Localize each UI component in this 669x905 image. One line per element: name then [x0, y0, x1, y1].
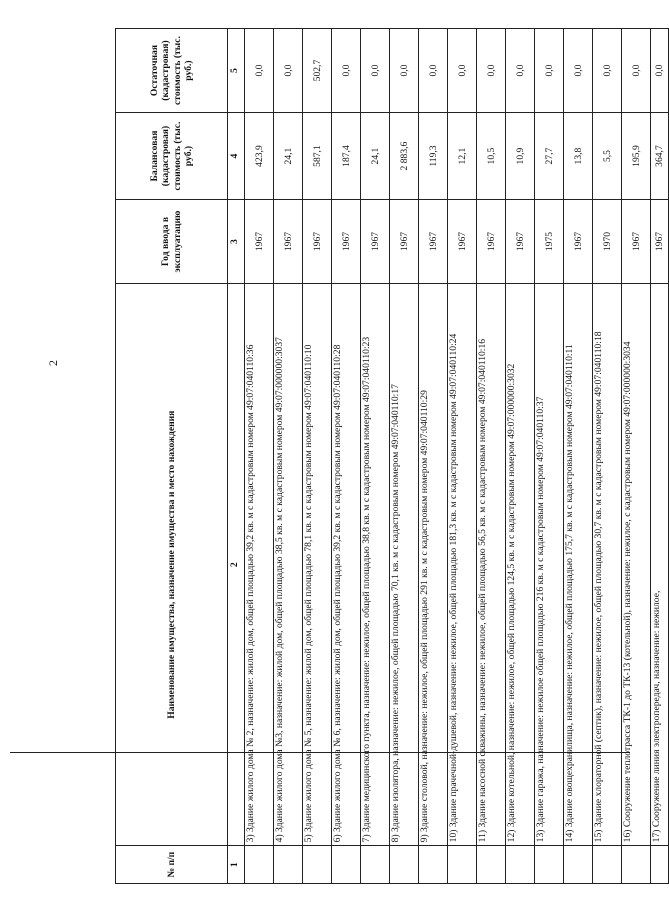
row-number-cell: [535, 846, 564, 884]
residual-value: 0,0: [390, 29, 419, 113]
row-number-cell: [506, 846, 535, 884]
balance-value: 13,8: [564, 113, 593, 200]
commission-year: 1967: [303, 200, 332, 284]
property-name: 8) Здание изолятора, назначение: нежилое, общей площадью 70,1 кв. м с кадастровым номером 49:07:040110:17: [390, 284, 419, 846]
column-index: 1: [228, 846, 245, 884]
residual-value: 0,0: [332, 29, 361, 113]
row-number-cell: [651, 846, 669, 884]
table-row: [622, 29, 651, 884]
row-number-cell: [564, 846, 593, 884]
balance-value: 2 883,6: [390, 113, 419, 200]
commission-year: 1967: [477, 200, 506, 284]
table-row: [477, 29, 506, 884]
property-name: 9) Здание столовой, назначение: нежилое, общей площадью 291 кв. м с кадастровым номером 49:07:040110:29: [419, 284, 448, 846]
residual-value: 0,0: [535, 29, 564, 113]
residual-value: 0,0: [622, 29, 651, 113]
residual-value: 0,0: [506, 29, 535, 113]
residual-value: 0,0: [593, 29, 622, 113]
table-row: [593, 29, 622, 884]
property-name: 5) Здание жилого дома № 5, назначение: жилой дом, общей площадью 78,1 кв. м с кадастровым номером 49:07:040110:10: [303, 284, 332, 846]
commission-year: 1967: [419, 200, 448, 284]
property-name: 16) Сооружение теплотрасса ТК-1 до ТК-13 (котельной), назначение: нежилое, с кадастровым номером 49:07:000000:3034: [622, 284, 651, 846]
column-index: 5: [228, 29, 245, 113]
residual-value: 502,7: [303, 29, 332, 113]
table-row: [361, 29, 390, 884]
balance-value: 423,9: [245, 113, 274, 200]
balance-value: 195,9: [622, 113, 651, 200]
commission-year: 1967: [564, 200, 593, 284]
table-row: [274, 29, 303, 884]
table-row: [651, 29, 669, 884]
row-number-cell: [361, 846, 390, 884]
header-residual: Остаточная (кадастровая) стоимость (тыс. руб.): [116, 29, 228, 113]
column-index-row: [228, 29, 245, 884]
table-row: [506, 29, 535, 884]
commission-year: 1967: [332, 200, 361, 284]
balance-value: 5,5: [593, 113, 622, 200]
residual-value: 0,0: [419, 29, 448, 113]
residual-value: 0,0: [651, 29, 669, 113]
residual-value: 0,0: [564, 29, 593, 113]
row-number-cell: [477, 846, 506, 884]
balance-value: 364,7: [651, 113, 669, 200]
table-row: [419, 29, 448, 884]
row-number-cell: [274, 846, 303, 884]
row-number-cell: [245, 846, 274, 884]
residual-value: 0,0: [448, 29, 477, 113]
balance-value: 119,3: [419, 113, 448, 200]
balance-value: 12,1: [448, 113, 477, 200]
column-index: 3: [228, 200, 245, 284]
property-name: 7) Здание медицинского пункта, назначение: нежилое, общей площадью 38,8 кв. м с кадастровым номером 49:07:040110:23: [361, 284, 390, 846]
table-row: [390, 29, 419, 884]
property-name: 3) Здание жилого дома № 2, назначение: жилой дом, общей площадью 39,2 кв. м с кадастровым номером 49:07:040110:36: [245, 284, 274, 846]
property-name: 14) Здание овощехранилища, назначение: нежилое, общей площадью 175,7 кв. м с кадастровым номером 49:07:040110:11: [564, 284, 593, 846]
header-name: Наименование имущества, назначение имущества и место нахождения: [116, 284, 228, 846]
residual-value: 0,0: [274, 29, 303, 113]
commission-year: 1967: [245, 200, 274, 284]
residual-value: 0,0: [361, 29, 390, 113]
row-number-cell: [448, 846, 477, 884]
balance-value: 10,5: [477, 113, 506, 200]
property-name: 11) Здание насосной скважины, назначение: нежилое, общей площадью 56,5 кв. м с кадастровым номером 49:07:040110:16: [477, 284, 506, 846]
property-name: 10) Здание прачечной-душевой, назначение: нежилое, общей площадью 181,3 кв. м с кадастровым номером 49:07:040110:24: [448, 284, 477, 846]
commission-year: 1967: [390, 200, 419, 284]
header-no: № п/п: [116, 846, 228, 884]
table-row: [332, 29, 361, 884]
commission-year: 1967: [448, 200, 477, 284]
balance-value: 24,1: [274, 113, 303, 200]
balance-value: 187,4: [332, 113, 361, 200]
row-number-cell: [390, 846, 419, 884]
commission-year: 1967: [651, 200, 669, 284]
balance-value: 24,1: [361, 113, 390, 200]
residual-value: 0,0: [477, 29, 506, 113]
commission-year: 1975: [535, 200, 564, 284]
table-row: [303, 29, 332, 884]
property-name: 13) Здание гаража, назначение: нежилое общей площадью 216 кв. м с кадастровым номером 49:07:040110:37: [535, 284, 564, 846]
balance-value: 10,9: [506, 113, 535, 200]
column-index: 2: [228, 284, 245, 846]
table-row: [245, 29, 274, 884]
property-name: 17) Сооружение линия электропередач, назначение: нежилое,: [651, 284, 669, 846]
header-balance: Балансовая (кадастровая) стоимость (тыс. руб.): [116, 113, 228, 200]
commission-year: 1967: [506, 200, 535, 284]
property-name: 12) Здание котельной, назначение: нежилое, общей площадью 124,5 кв. м с кадастровым номером 49:07:000000:3032: [506, 284, 535, 846]
property-name: 6) Здание жилого дома № 6, назначение: жилой дом, общей площадью 39,2 кв. м с кадастровым номером 49:07:040110:28: [332, 284, 361, 846]
column-index: 4: [228, 113, 245, 200]
property-table: [115, 28, 669, 884]
row-number-cell: [332, 846, 361, 884]
balance-value: 587,1: [303, 113, 332, 200]
header-year: Год ввода в эксплуатацию: [116, 200, 228, 284]
commission-year: 1970: [593, 200, 622, 284]
row-number-cell: [303, 846, 332, 884]
property-name: 4) Здание жилого дома №3, назначение: жилой дом, общей площадью 38,5 кв. м с кадастровым номером 49:07:000000:3037: [274, 284, 303, 846]
property-name: 15) Здание хлораторной (септик), назначение: нежилое, общей площадью 30,7 кв. м с кадастровым номером 49:07:040110:18: [593, 284, 622, 846]
commission-year: 1967: [361, 200, 390, 284]
commission-year: 1967: [622, 200, 651, 284]
page-number: 2: [46, 360, 60, 366]
row-number-cell: [419, 846, 448, 884]
residual-value: 0,0: [245, 29, 274, 113]
balance-value: 27,7: [535, 113, 564, 200]
table-row: [535, 29, 564, 884]
table-row: [564, 29, 593, 884]
row-number-cell: [622, 846, 651, 884]
commission-year: 1967: [274, 200, 303, 284]
row-number-cell: [593, 846, 622, 884]
table-row: [448, 29, 477, 884]
